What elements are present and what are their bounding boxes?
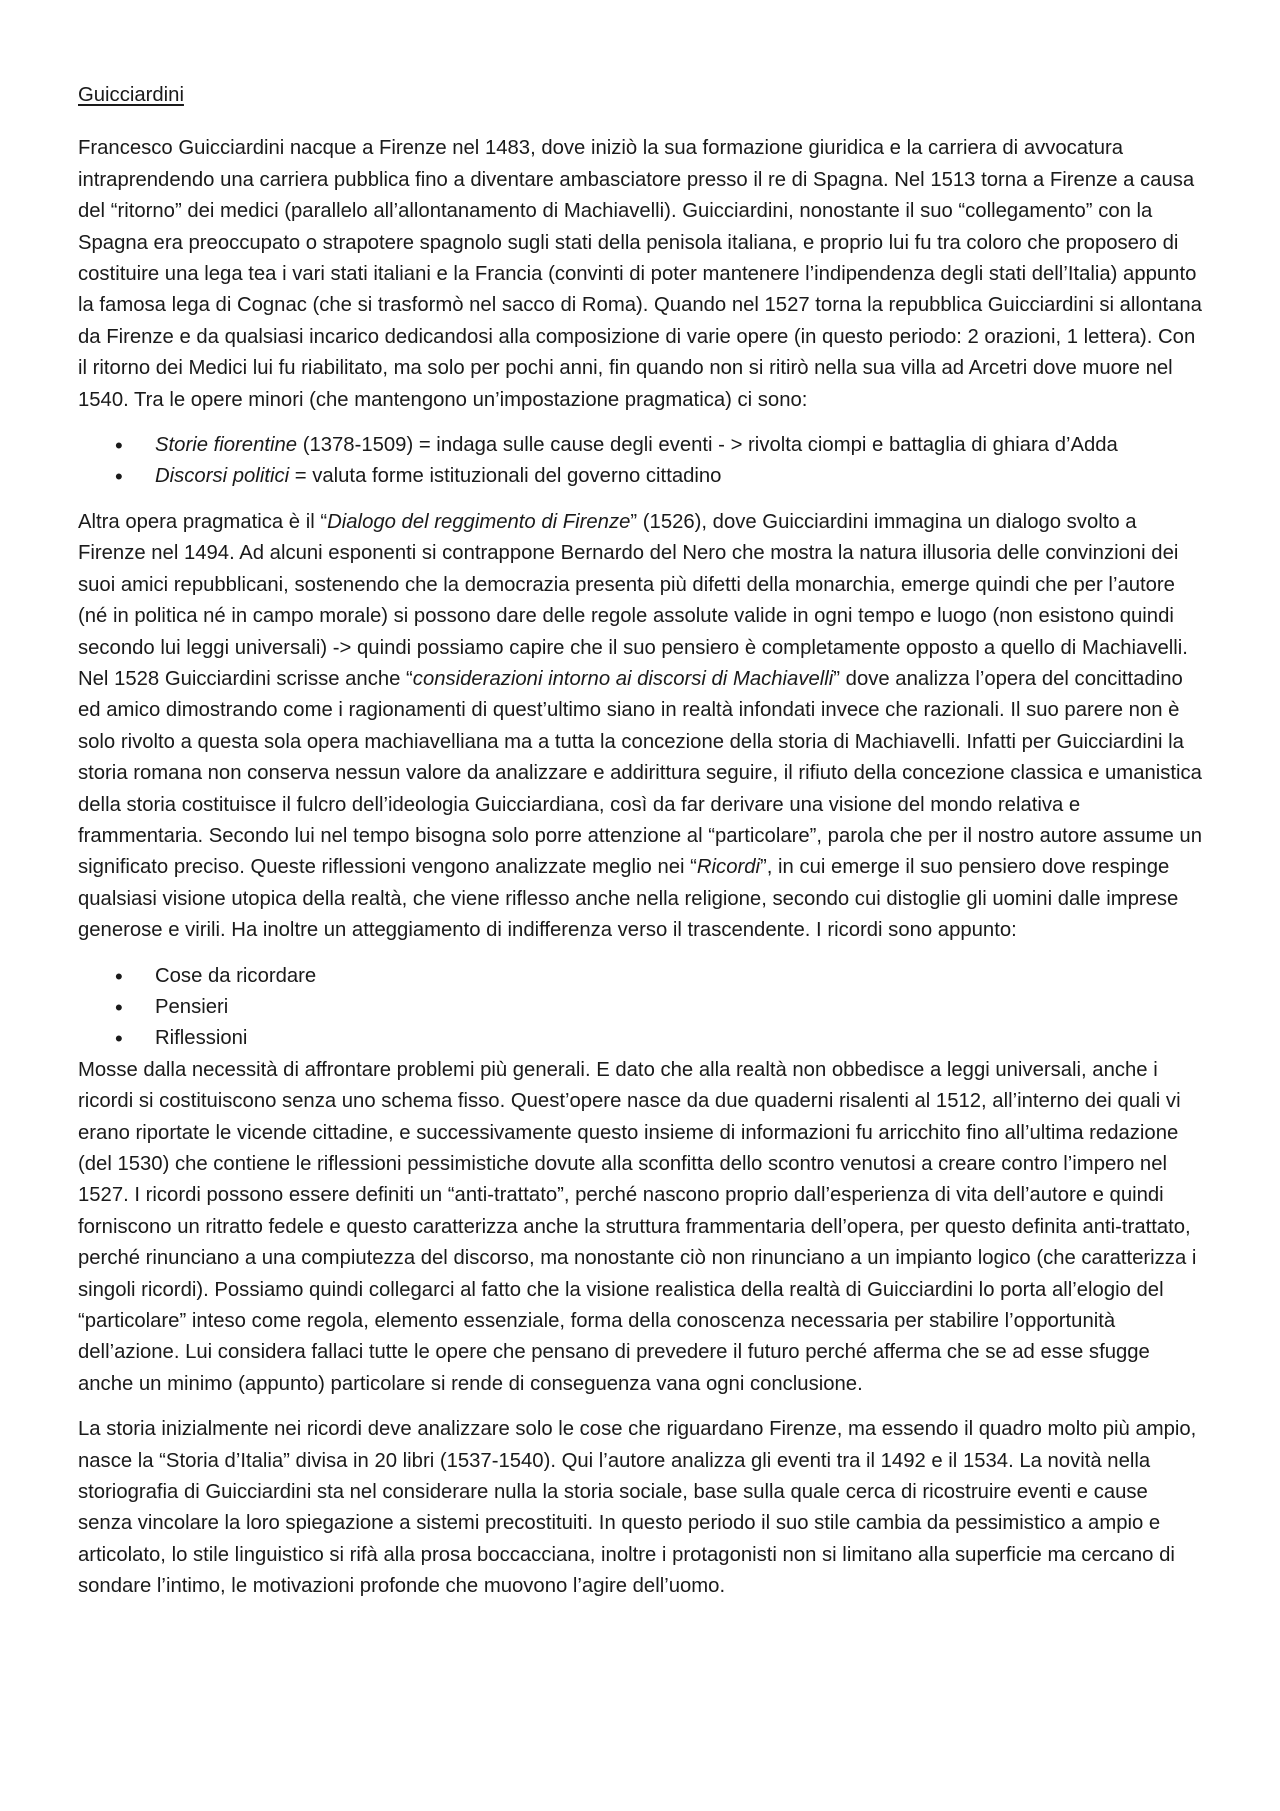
text-run: Altra opera pragmatica è il “ <box>78 510 328 533</box>
list-item: • Pensieri <box>155 992 1205 1023</box>
text-run: ” (1526), dove Guicciardini immagina un dialogo svolto a Firenze nel 1494. Ad alcuni esponenti si contrappone Bernardo del Nero che mostra la natura illusoria delle convinzioni dei suoi amici repubblicani, sostenendo che la democrazia presenta più difetti della monarchia, emerge quindi che per l’autore (né in politica né in campo morale) si possono dare delle regole assolute valide in ogni tempo e luogo (non esistono quindi secondo lui leggi universali) -> quindi possiamo capire che il suo pensiero è completamente opposto a quello di Machiavelli. Nel 1528 Guicciardini scrisse anche “ <box>78 510 1188 690</box>
list-item <box>155 430 1205 461</box>
list-item <box>155 461 1205 492</box>
paragraph-ricordi: Mosse dalla necessità di affrontare problemi più generali. E dato che alla realtà non obbedisce a leggi universali, anche i ricordi si costituiscono senza uno schema fisso. Quest’opere nasce da due quaderni risalenti al 1512, all’interno dei quali vi erano riportate le vicende cittadine, e successivamente questo insieme di informazioni fu arricchito fino all’ultima redazione (del 1530) che contiene le riflessioni pessimistiche dovute alla sconfitta dello scontro venutosi a creare contro l’impero nel 1527. I ricordi possono essere definiti un “anti-trattato”, perché nascono proprio dall’esperienza di vita dell’autore e quindi forniscono un ritratto fedele e questo caratterizza anche la struttura frammentaria dell’opera, per questo definita anti-trattato, perché rinunciano a una compiutezza del discorso, ma nonostante ciò non rinunciano a un impianto logico (che caratterizza i singoli ricordi). Possiamo quindi collegarci al fatto che la visione realistica della realtà di Guicciardini lo porta all’elogio del “particolare” inteso come regola, elemento essenziale, forma della conoscenza necessaria per stabilire l’opportunità dell’azione. Lui considera fallaci tutte le opere che pensano di prevedere il futuro perché afferma che se ad esse sfugge anche un minimo (appunto) particolare si rende di conseguenza vana ogni conclusione. <box>78 1058 1197 1395</box>
text-run: ”, in cui emerge il suo pensiero dove respinge qualsiasi visione utopica della realtà, che viene riflesso anche nella religione, secondo cui distoglie gli uomini dalle imprese generose e virili. Ha inoltre un atteggiamento di indifferenza verso il trascendente. I ricordi sono appunto: <box>78 856 1179 942</box>
minor-works-list <box>78 430 1205 493</box>
work-title: Discorsi politici <box>155 465 290 488</box>
work-title: considerazioni intorno ai discorsi di Machiavelli <box>412 667 834 690</box>
work-title: Dialogo del reggimento di Firenze <box>327 510 631 533</box>
paragraph-dialogo <box>78 507 1205 947</box>
ricordi-list <box>78 961 1205 1055</box>
paragraph-biography: Francesco Guicciardini nacque a Firenze nel 1483, dove iniziò la sua formazione giuridica e la carriera di avvocatura intraprendendo una carriera pubblica fino a diventare ambasciatore presso il re di Spagna. Nel 1513 torna a Firenze a causa del “ritorno” dei medici (parallelo all’allontanamento di Machiavelli). Guicciardini, nonostante il suo “collegamento” con la Spagna era preoccupato o strapotere spagnolo sugli stati della penisola italiana, e proprio lui fu tra coloro che proposero di costituire una lega tea i vari stati italiani e la Francia (convinti di poter mantenere l’indipendenza degli stati dell’Italia) appunto la famosa lega di Cognac (che si trasformò nel sacco di Roma). Quando nel 1527 torna la repubblica Guicciardini si allontana da Firenze e da qualsiasi incarico dedicandosi alla composizione di varie opere (in questo periodo: 2 orazioni, 1 lettera). Con il ritorno dei Medici lui fu riabilitato, ma solo per pochi anni, fin quando non si ritirò nella sua villa ad Arcetri dove muore nel 1540. Tra le opere minori (che mantengono un’impostazione pragmatica) ci sono: <box>78 137 1202 411</box>
work-title: Storie fiorentine <box>155 434 298 457</box>
work-description: (1378-1509) = indaga sulle cause degli eventi - > rivolta ciompi e battaglia di ghiara d’Adda <box>297 434 1118 457</box>
work-title: Ricordi <box>696 856 761 879</box>
paragraph-storia-italia: La storia inizialmente nei ricordi deve analizzare solo le cose che riguardano Firenze, ma essendo il quadro molto più ampio, nasce la “Storia d’Italia” divisa in 20 libri (1537-1540). Qui l’autore analizza gli eventi tra il 1492 e il 1534. La novità nella storiografia di Guicciardini sta nel considerare nulla la storia sociale, base sulla quale cerca di ricostruire eventi e cause senza vincolare la loro spiegazione a sistemi precostituiti. In questo periodo il suo stile cambia da pessimistico a ampio e articolato, lo stile linguistico si rifà alla prosa boccacciana, inoltre i protagonisti non si limitano alla superficie ma cercano di sondare l’intimo, le motivazioni profonde che muovono l’agire dell’uomo. <box>78 1418 1197 1598</box>
list-item: • Riflessioni <box>155 1023 1205 1054</box>
list-item: • Cose da ricordare <box>155 961 1205 992</box>
page-title: Guicciardini <box>78 84 184 106</box>
text-run: ” dove analizza l’opera del concittadino ed amico dimostrando come i ragionamenti di quest’ultimo siano in realtà infondati invece che razionali. Il suo parere non è solo rivolto a questa sola opera machiavelliana ma a tutta la concezione della storia di Machiavelli. Infatti per Guicciardini la storia romana non conserva nessun valore da analizzare e addirittura seguire, il rifiuto della concezione classica e umanistica della storia costituisce il fulcro dell’ideologia Guicciardiana, così da far derivare una visione del mondo relativa e frammentaria. Secondo lui nel tempo bisogna solo porre attenzione al “particolare”, parola che per il nostro autore assume un significato preciso. Queste riflessioni vengono analizzate meglio nei “ <box>78 667 1202 879</box>
work-description: = valuta forme istituzionali del governo cittadino <box>289 465 722 488</box>
